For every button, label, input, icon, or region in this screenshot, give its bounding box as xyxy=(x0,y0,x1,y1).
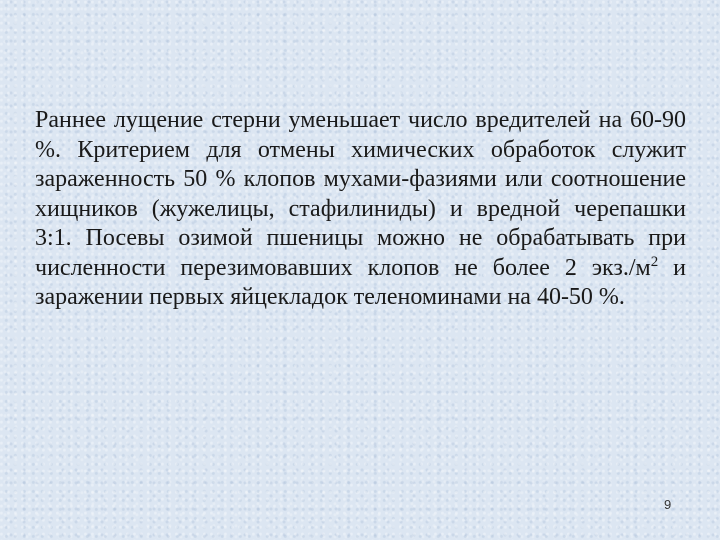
body-text-main: Раннее лущение стерни уменьшает число вредителей на 60-90 %. Критерием для отмены химических обработок служит зараженность 50 % клопов мухами-фазиями или соотношение хищников (жужелицы, стафилиниды) и вредной черепашки 3:1. Посевы озимой пшеницы можно не обрабатывать при численности перезимовавших клопов не более 2 экз./м xyxy=(35,107,686,281)
page-number: 9 xyxy=(664,497,672,512)
superscript-squared: 2 xyxy=(650,253,659,270)
body-text xyxy=(35,106,686,313)
body-text-end: и заражении первых яйцекладок теленоминами на 40-50 %. xyxy=(35,254,686,310)
